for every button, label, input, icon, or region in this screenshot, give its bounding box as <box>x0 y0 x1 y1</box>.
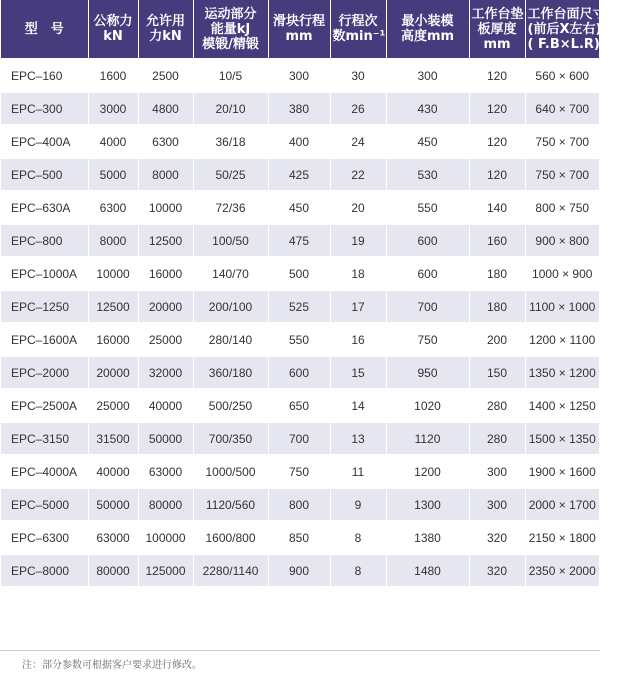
table-cell: 550 <box>268 323 330 356</box>
table-cell: 120 <box>469 59 525 92</box>
table-row <box>1 191 599 224</box>
table-cell: 1480 <box>386 554 469 586</box>
table-cell: 600 <box>268 356 330 389</box>
model-cell: EPC–160 <box>1 59 88 92</box>
column-header-line: 模锻/精锻 <box>202 36 259 52</box>
table-cell: 850 <box>268 521 330 554</box>
table-cell: 25000 <box>138 323 193 356</box>
table-cell: 600 <box>386 257 469 290</box>
table-cell: 12500 <box>138 224 193 257</box>
column-header-line: 高度mm <box>400 29 455 44</box>
table-cell: 12500 <box>88 290 138 323</box>
column-header <box>1 0 88 59</box>
model-cell: EPC–1250 <box>1 290 88 323</box>
table-cell: 650 <box>268 389 330 422</box>
model-cell: EPC–5000 <box>1 488 88 521</box>
table-cell: 16 <box>330 323 386 356</box>
table-cell: 750 <box>386 323 469 356</box>
table-cell: 80000 <box>138 488 193 521</box>
table-row <box>1 257 599 290</box>
column-header-line: ( F.B×L.R)mm <box>527 36 627 52</box>
table-cell: 2000 × 1700 <box>525 488 599 521</box>
table-cell: 160 <box>469 224 525 257</box>
table-cell: 5000 <box>88 158 138 191</box>
table-cell: 180 <box>469 290 525 323</box>
table-body <box>1 59 599 586</box>
table-cell: 30 <box>330 59 386 92</box>
table-cell: 20 <box>330 191 386 224</box>
table-cell: 63000 <box>138 455 193 488</box>
column-header-line: mm <box>483 36 511 52</box>
table-row <box>1 389 599 422</box>
table-cell: 31500 <box>88 422 138 455</box>
table-cell: 180 <box>469 257 525 290</box>
table-cell: 525 <box>268 290 330 323</box>
column-header-line: (前后X左右) <box>527 21 602 37</box>
table-cell: 14 <box>330 389 386 422</box>
table-cell: 750 <box>268 455 330 488</box>
table-cell: 8000 <box>88 224 138 257</box>
table-header <box>1 0 627 59</box>
model-cell: EPC–400A <box>1 125 88 158</box>
table-cell: 380 <box>268 92 330 125</box>
table-cell: 1120/560 <box>193 488 268 521</box>
column-header-line: 允许用 <box>145 14 185 29</box>
table-cell: 4800 <box>138 92 193 125</box>
column-header <box>138 0 193 59</box>
column-header-line: 型 号 <box>24 21 64 37</box>
column-header-line: 公称力 <box>93 14 133 29</box>
table-cell: 1900 × 1600 <box>525 455 599 488</box>
table-cell: 1600 <box>88 59 138 92</box>
table-cell: 200/100 <box>193 290 268 323</box>
table-cell: 50000 <box>88 488 138 521</box>
table-row <box>1 92 599 125</box>
table-cell: 700/350 <box>193 422 268 455</box>
table-cell: 20000 <box>88 356 138 389</box>
table-row <box>1 323 599 356</box>
column-header-line: 能量kJ <box>210 21 251 37</box>
table-row <box>1 224 599 257</box>
table-cell: 800 × 750 <box>525 191 599 224</box>
table-cell: 120 <box>469 125 525 158</box>
header-row <box>1 0 599 59</box>
column-header <box>268 0 330 59</box>
table-cell: 450 <box>386 125 469 158</box>
table-cell: 26 <box>330 92 386 125</box>
table-cell: 50/25 <box>193 158 268 191</box>
table-cell: 2350 × 2000 <box>525 554 599 586</box>
table-cell: 320 <box>469 521 525 554</box>
column-header-line: 滑块行程 <box>272 14 325 29</box>
table-cell: 900 × 800 <box>525 224 599 257</box>
footnote: 注：部分参数可根据客户要求进行修改。 <box>22 660 202 671</box>
table-cell: 17 <box>330 290 386 323</box>
table-cell: 600 <box>386 224 469 257</box>
column-header-line: 行程次 <box>338 14 378 29</box>
table-cell: 40000 <box>138 389 193 422</box>
table-cell: 13 <box>330 422 386 455</box>
table-cell: 100/50 <box>193 224 268 257</box>
table-cell: 500 <box>268 257 330 290</box>
spec-table <box>1 0 627 586</box>
table-cell: 280 <box>469 422 525 455</box>
column-header-line: 力kN <box>149 29 182 44</box>
table-row <box>1 455 599 488</box>
table-cell: 10/5 <box>193 59 268 92</box>
table-cell: 20/10 <box>193 92 268 125</box>
table-cell: 360/180 <box>193 356 268 389</box>
table-cell: 80000 <box>88 554 138 586</box>
column-header <box>386 0 469 59</box>
column-header-line: kN <box>103 29 123 44</box>
table-row <box>1 488 599 521</box>
table-cell: 150 <box>469 356 525 389</box>
table-cell: 125000 <box>138 554 193 586</box>
column-header-line: 工作台垫 <box>471 6 524 22</box>
table-cell: 2150 × 1800 <box>525 521 599 554</box>
column-header-line: 最小装模 <box>401 14 454 29</box>
table-cell: 140 <box>469 191 525 224</box>
table-cell: 63000 <box>88 521 138 554</box>
table-cell: 2280/1140 <box>193 554 268 586</box>
table-row <box>1 554 599 586</box>
table-cell: 50000 <box>138 422 193 455</box>
table-cell: 16000 <box>138 257 193 290</box>
table-cell: 10000 <box>138 191 193 224</box>
table-row <box>1 158 599 191</box>
model-cell: EPC–2500A <box>1 389 88 422</box>
model-cell: EPC–630A <box>1 191 88 224</box>
table-cell: 1380 <box>386 521 469 554</box>
table-cell: 1100 × 1000 <box>525 290 599 323</box>
table-cell: 750 × 700 <box>525 158 599 191</box>
table-cell: 22 <box>330 158 386 191</box>
table-cell: 280/140 <box>193 323 268 356</box>
table-row <box>1 290 599 323</box>
table-cell: 6300 <box>138 125 193 158</box>
table-cell: 16000 <box>88 323 138 356</box>
model-cell: EPC–800 <box>1 224 88 257</box>
table-row <box>1 125 599 158</box>
table-cell: 1020 <box>386 389 469 422</box>
column-header-line: 板厚度 <box>477 21 517 37</box>
table-cell: 24 <box>330 125 386 158</box>
table-cell: 280 <box>469 389 525 422</box>
table-cell: 1600/800 <box>193 521 268 554</box>
table-cell: 800 <box>268 488 330 521</box>
table-cell: 530 <box>386 158 469 191</box>
model-cell: EPC–1600A <box>1 323 88 356</box>
table-cell: 475 <box>268 224 330 257</box>
table-cell: 3000 <box>88 92 138 125</box>
table-row <box>1 356 599 389</box>
table-cell: 900 <box>268 554 330 586</box>
table-cell: 11 <box>330 455 386 488</box>
table-cell: 750 × 700 <box>525 125 599 158</box>
model-cell: EPC–2000 <box>1 356 88 389</box>
column-header-line: mm <box>285 29 313 44</box>
table-cell: 300 <box>469 455 525 488</box>
model-cell: EPC–1000A <box>1 257 88 290</box>
table-cell: 10000 <box>88 257 138 290</box>
model-cell: EPC–8000 <box>1 554 88 586</box>
table-row <box>1 521 599 554</box>
column-header-line: 工作台面尺寸 <box>527 6 606 22</box>
model-cell: EPC–6300 <box>1 521 88 554</box>
model-cell: EPC–4000A <box>1 455 88 488</box>
table-cell: 8 <box>330 554 386 586</box>
footer-divider <box>0 650 600 651</box>
table-cell: 1350 × 1200 <box>525 356 599 389</box>
table-cell: 8 <box>330 521 386 554</box>
table-cell: 100000 <box>138 521 193 554</box>
table-cell: 550 <box>386 191 469 224</box>
table-cell: 425 <box>268 158 330 191</box>
table-cell: 6300 <box>88 191 138 224</box>
table-cell: 25000 <box>88 389 138 422</box>
table-row <box>1 59 599 92</box>
table-cell: 15 <box>330 356 386 389</box>
table-cell: 1500 × 1350 <box>525 422 599 455</box>
column-header <box>88 0 138 59</box>
table-cell: 32000 <box>138 356 193 389</box>
table-cell: 1300 <box>386 488 469 521</box>
table-cell: 140/70 <box>193 257 268 290</box>
model-cell: EPC–500 <box>1 158 88 191</box>
model-cell: EPC–300 <box>1 92 88 125</box>
table-cell: 2500 <box>138 59 193 92</box>
table-cell: 9 <box>330 488 386 521</box>
column-header <box>193 0 268 59</box>
table-cell: 1200 × 1100 <box>525 323 599 356</box>
table-cell: 1000 × 900 <box>525 257 599 290</box>
table-cell: 640 × 700 <box>525 92 599 125</box>
table-cell: 4000 <box>88 125 138 158</box>
table-cell: 72/36 <box>193 191 268 224</box>
table-cell: 430 <box>386 92 469 125</box>
table-cell: 1400 × 1250 <box>525 389 599 422</box>
column-header <box>525 0 627 59</box>
model-cell: EPC–3150 <box>1 422 88 455</box>
table-cell: 20000 <box>138 290 193 323</box>
column-header-line: 数min⁻¹ <box>332 29 386 44</box>
table-cell: 300 <box>469 488 525 521</box>
table-cell: 700 <box>268 422 330 455</box>
table-row <box>1 422 599 455</box>
table-cell: 320 <box>469 554 525 586</box>
table-cell: 400 <box>268 125 330 158</box>
column-header-line: 运动部分 <box>204 6 257 22</box>
table-cell: 200 <box>469 323 525 356</box>
table-cell: 300 <box>268 59 330 92</box>
table-cell: 500/250 <box>193 389 268 422</box>
table-cell: 40000 <box>88 455 138 488</box>
table-cell: 300 <box>386 59 469 92</box>
table-cell: 450 <box>268 191 330 224</box>
column-header <box>469 0 525 59</box>
table-cell: 560 × 600 <box>525 59 599 92</box>
table-cell: 950 <box>386 356 469 389</box>
table-cell: 19 <box>330 224 386 257</box>
table-cell: 700 <box>386 290 469 323</box>
table-cell: 120 <box>469 158 525 191</box>
table-cell: 1120 <box>386 422 469 455</box>
table-cell: 1000/500 <box>193 455 268 488</box>
table-cell: 8000 <box>138 158 193 191</box>
table-cell: 1200 <box>386 455 469 488</box>
table-cell: 120 <box>469 92 525 125</box>
table-cell: 36/18 <box>193 125 268 158</box>
column-header <box>330 0 386 59</box>
table-cell: 18 <box>330 257 386 290</box>
